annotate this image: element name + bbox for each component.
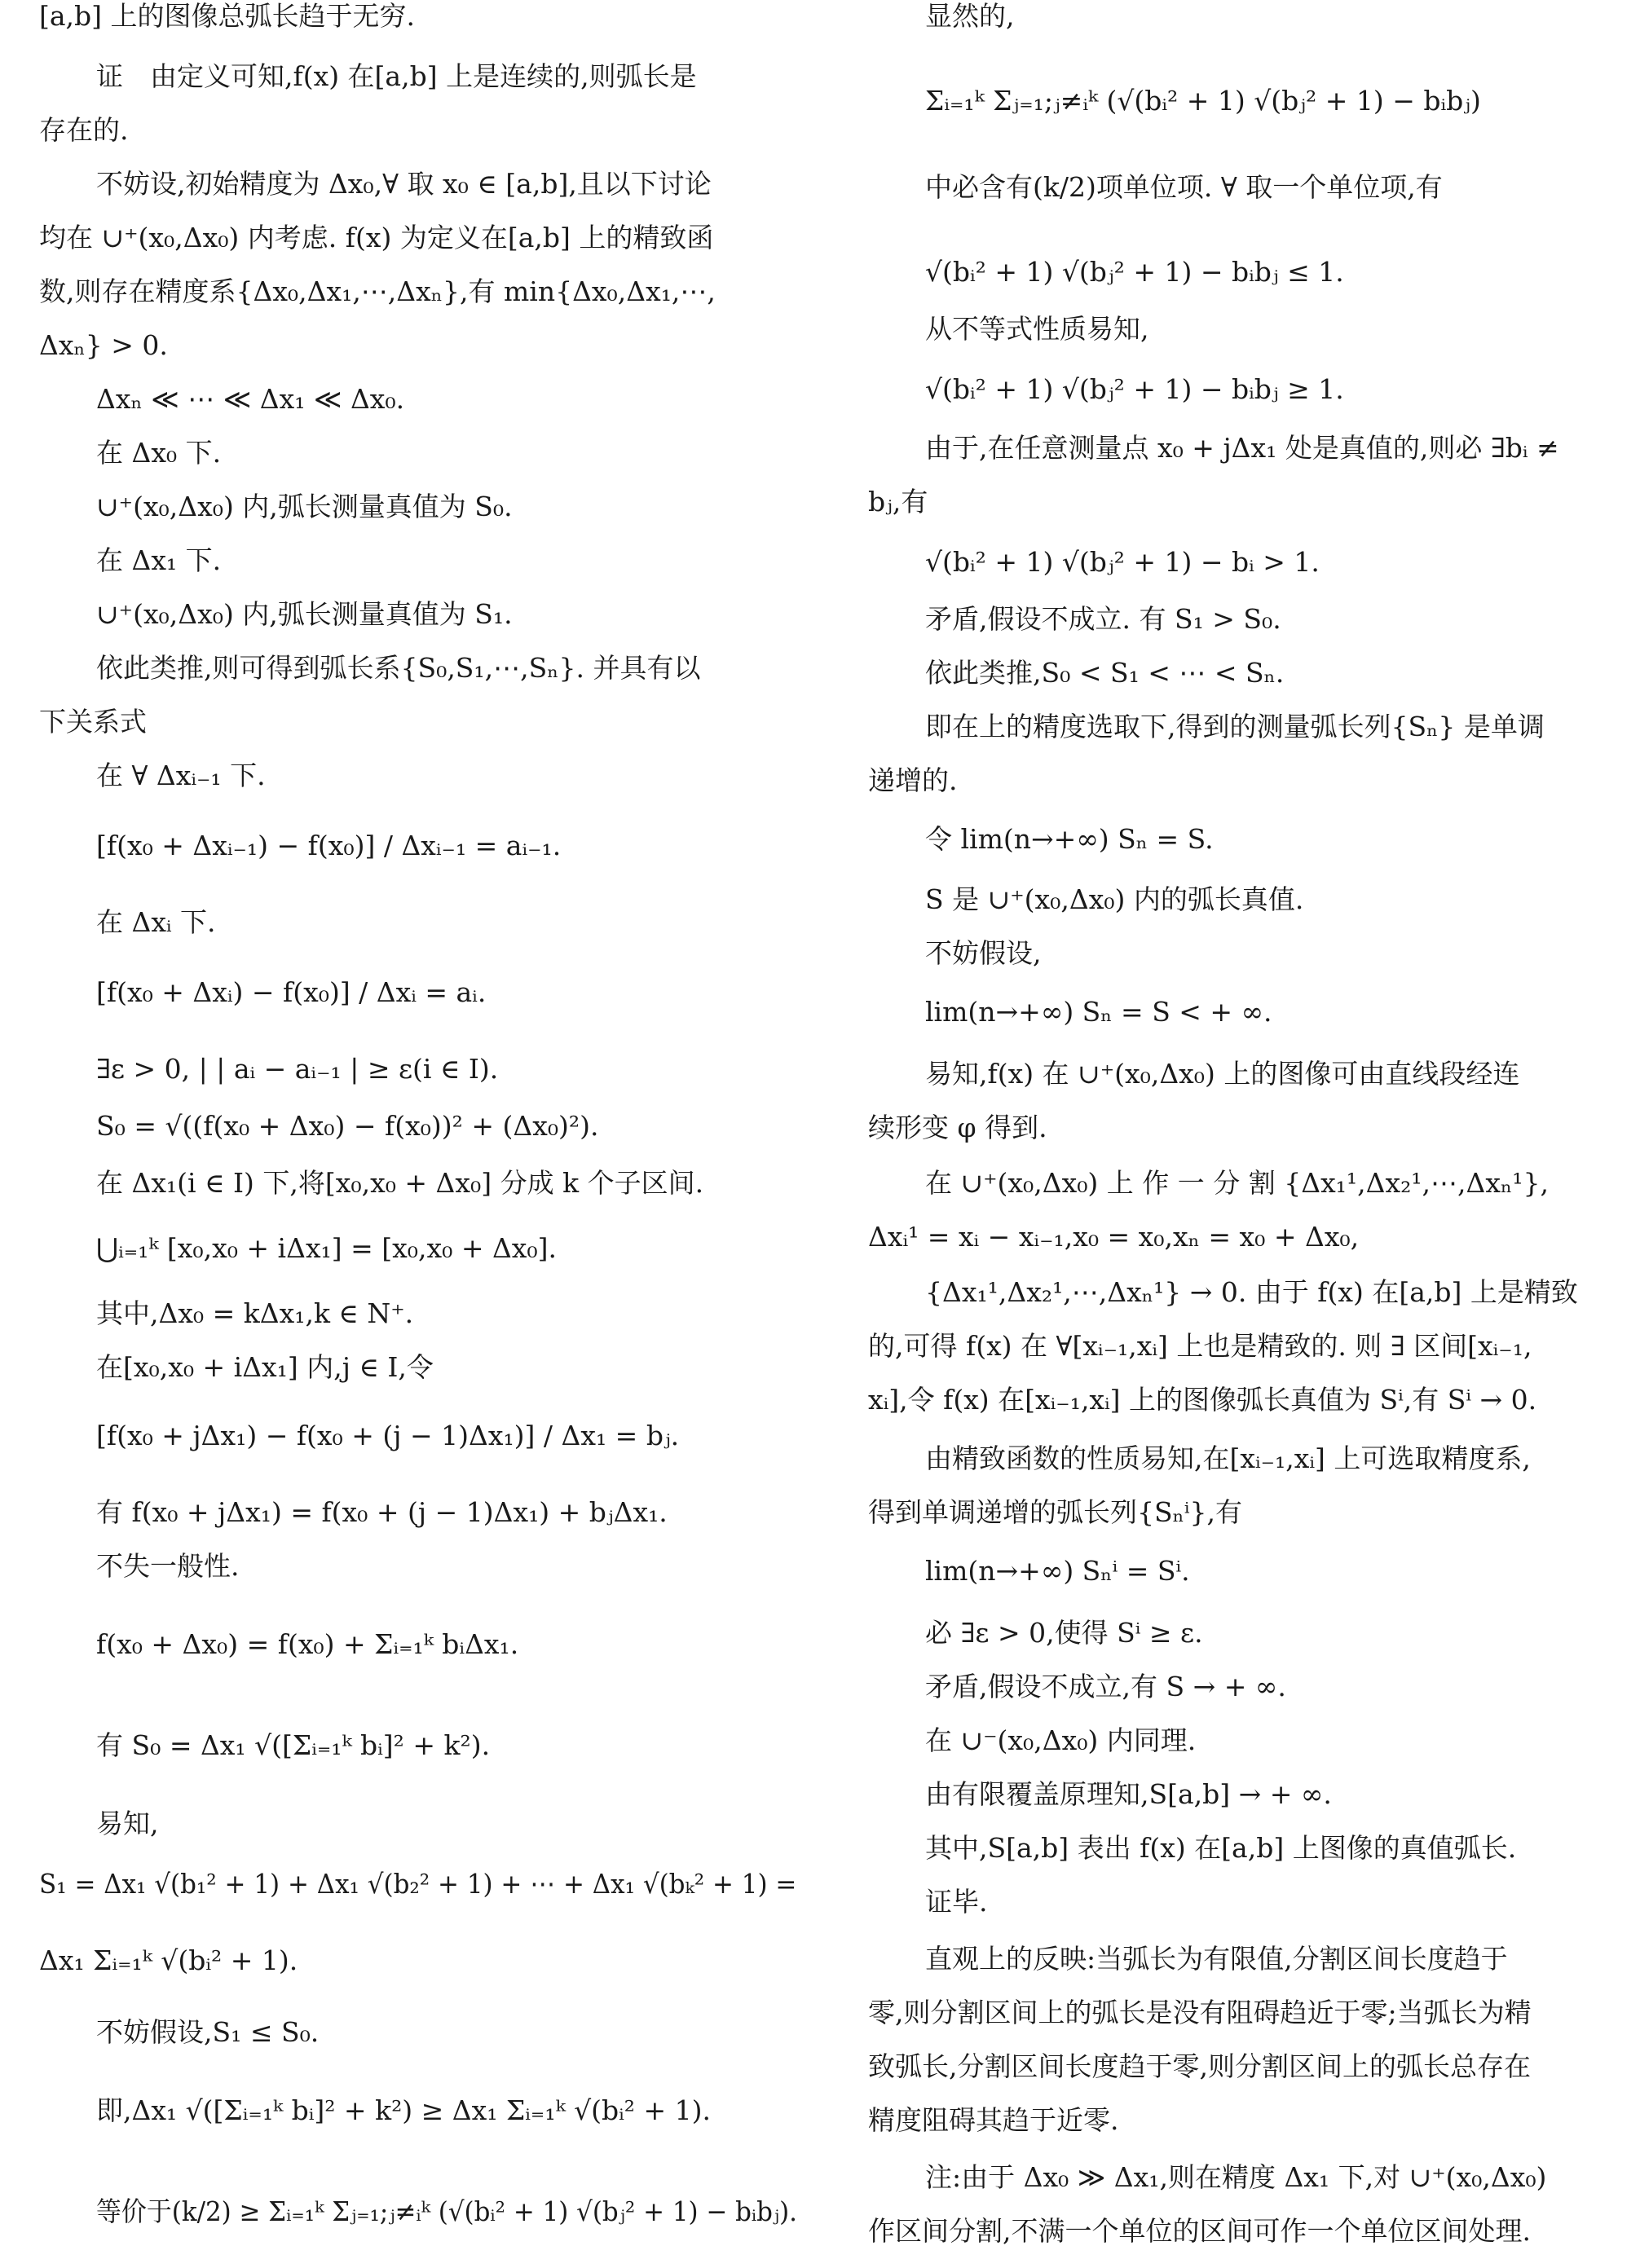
text-line: 不妨假设,S₁ ≤ S₀. bbox=[96, 2016, 320, 2048]
text-line: 不妨假设, bbox=[925, 937, 1042, 969]
formula-line: 有 f(x₀ + jΔx₁) = f(x₀ + (j − 1)Δx₁) + bⱼΔx₁. bbox=[96, 1496, 668, 1528]
text-line: 存在的. bbox=[39, 114, 129, 146]
formula-line: Δx₁ Σᵢ₌₁ᵏ √(bᵢ² + 1). bbox=[39, 1944, 298, 1976]
formula-line: [f(x₀ + Δxᵢ₋₁) − f(x₀)] / Δxᵢ₋₁ = aᵢ₋₁. bbox=[96, 830, 562, 861]
text-line: 在 Δx₀ 下. bbox=[96, 437, 222, 469]
text-line: 精度阻碍其趋于近零. bbox=[868, 2104, 1119, 2136]
note-line: 注:由于 Δx₀ ≫ Δx₁,则在精度 Δx₁ 下,对 ∪⁺(x₀,Δx₀) bbox=[925, 2161, 1547, 2193]
formula-line: S₁ = Δx₁ √(b₁² + 1) + Δx₁ √(b₂² + 1) + ⋯ + Δx₁ √(bₖ² + 1) = bbox=[39, 1868, 797, 1900]
text-line: 直观上的反映:当弧长为有限值,分割区间长度趋于 bbox=[925, 1943, 1508, 1975]
text-line: 依此类推,则可得到弧长系{S₀,S₁,⋯,Sₙ}. 并具有以 bbox=[96, 652, 701, 684]
text-line: 其中,S[a,b] 表出 f(x) 在[a,b] 上图像的真值弧长. bbox=[925, 1832, 1517, 1864]
text-line: 均在 ∪⁺(x₀,Δx₀) 内考虑. f(x) 为定义在[a,b] 上的精致函 bbox=[39, 222, 714, 253]
text-line: 易知,f(x) 在 ∪⁺(x₀,Δx₀) 上的图像可由直线段经连 bbox=[925, 1058, 1520, 1090]
text-line: 在 Δxᵢ 下. bbox=[96, 906, 216, 938]
text-line: {Δx₁¹,Δx₂¹,⋯,Δxₙ¹} → 0. 由于 f(x) 在[a,b] 上是精致 bbox=[925, 1276, 1578, 1308]
text-line: 下关系式 bbox=[39, 706, 147, 738]
text-line: 其中,Δx₀ = kΔx₁,k ∈ N⁺. bbox=[96, 1297, 414, 1329]
formula-line: Δxᵢ¹ = xᵢ − xᵢ₋₁,x₀ = x₀,xₙ = x₀ + Δx₀, bbox=[868, 1221, 1360, 1253]
formula-line: S₀ = √((f(x₀ + Δx₀) − f(x₀))² + (Δx₀)²). bbox=[96, 1110, 599, 1142]
formula-line: Δxₙ ≪ ⋯ ≪ Δx₁ ≪ Δx₀. bbox=[96, 383, 405, 415]
text-line: 由有限覆盖原理知,S[a,b] → + ∞. bbox=[925, 1778, 1332, 1810]
text-line: 从不等式性质易知, bbox=[925, 313, 1149, 345]
text-line: 由于,在任意测量点 x₀ + jΔx₁ 处是真值的,则必 ∃bᵢ ≠ bbox=[925, 432, 1559, 464]
text-line: xᵢ],令 f(x) 在[xᵢ₋₁,xᵢ] 上的图像弧长真值为 Sⁱ,有 Sⁱ → 0. bbox=[868, 1384, 1537, 1416]
text-line: 零,则分割区间上的弧长是没有阻碍趋近于零;当弧长为精 bbox=[868, 1997, 1532, 2028]
formula-line: f(x₀ + Δx₀) = f(x₀) + Σᵢ₌₁ᵏ bᵢΔx₁. bbox=[96, 1628, 519, 1660]
formula-line: 有 S₀ = Δx₁ √([Σᵢ₌₁ᵏ bᵢ]² + k²). bbox=[96, 1729, 491, 1761]
text-line: 矛盾,假设不成立. 有 S₁ > S₀. bbox=[925, 603, 1281, 635]
formula-line: √(bᵢ² + 1) √(bⱼ² + 1) − bᵢbⱼ ≥ 1. bbox=[925, 373, 1344, 405]
text-line: 递增的. bbox=[868, 764, 958, 796]
text-line: 不妨设,初始精度为 Δx₀,∀ 取 x₀ ∈ [a,b],且以下讨论 bbox=[96, 168, 712, 200]
text-line: 续形变 φ 得到. bbox=[868, 1112, 1047, 1143]
text-line: Δxₙ} > 0. bbox=[39, 329, 168, 361]
text-line: 显然的, bbox=[925, 0, 1015, 32]
text-line: 由精致函数的性质易知,在[xᵢ₋₁,xᵢ] 上可选取精度系, bbox=[925, 1442, 1531, 1474]
formula-line: Σᵢ₌₁ᵏ Σⱼ₌₁;ⱼ≠ᵢᵏ (√(bᵢ² + 1) √(bⱼ² + 1) − bᵢbⱼ) bbox=[925, 85, 1481, 117]
text-line: 即在上的精度选取下,得到的测量弧长列{Sₙ} 是单调 bbox=[925, 711, 1545, 742]
formula-line: ⋃ᵢ₌₁ᵏ [x₀,x₀ + iΔx₁] = [x₀,x₀ + Δx₀]. bbox=[96, 1232, 557, 1264]
text-line: ∪⁺(x₀,Δx₀) 内,弧长测量真值为 S₁. bbox=[96, 598, 513, 630]
formula-line: √(bᵢ² + 1) √(bⱼ² + 1) − bᵢ > 1. bbox=[925, 546, 1320, 578]
text-line: 数,则存在精度系{Δx₀,Δx₁,⋯,Δxₙ},有 min{Δx₀,Δx₁,⋯, bbox=[39, 275, 716, 307]
formula-line: [f(x₀ + jΔx₁) − f(x₀ + (j − 1)Δx₁)] / Δx₁ = bⱼ. bbox=[96, 1420, 680, 1451]
text-line: 证毕. bbox=[925, 1886, 988, 1918]
text-line: 不失一般性. bbox=[96, 1550, 240, 1582]
text-line: S 是 ∪⁺(x₀,Δx₀) 内的弧长真值. bbox=[925, 883, 1304, 915]
text-line: 中必含有(k/2)项单位项. ∀ 取一个单位项,有 bbox=[925, 171, 1443, 203]
formula-line: 等价于(k/2) ≥ Σᵢ₌₁ᵏ Σⱼ₌₁;ⱼ≠ᵢᵏ (√(bᵢ² + 1) √(bⱼ² + 1) − bᵢbⱼ). bbox=[96, 2195, 797, 2227]
text-line: ∪⁺(x₀,Δx₀) 内,弧长测量真值为 S₀. bbox=[96, 491, 513, 522]
formula-line: lim(n→+∞) Sₙ = S < + ∞. bbox=[925, 996, 1272, 1028]
formula-line: lim(n→+∞) Sₙⁱ = Sⁱ. bbox=[925, 1555, 1190, 1587]
formula-line: 即,Δx₁ √([Σᵢ₌₁ᵏ bᵢ]² + k²) ≥ Δx₁ Σᵢ₌₁ᵏ √(bᵢ² + 1). bbox=[96, 2094, 711, 2126]
text-line: 得到单调递增的弧长列{Sₙⁱ},有 bbox=[868, 1496, 1243, 1528]
formula-line: √(bᵢ² + 1) √(bⱼ² + 1) − bᵢbⱼ ≤ 1. bbox=[925, 256, 1344, 288]
text-line: [a,b] 上的图像总弧长趋于无穷. bbox=[39, 0, 416, 32]
formula-line: ∃ε > 0, | | aᵢ − aᵢ₋₁ | ≥ ε(i ∈ I). bbox=[96, 1053, 499, 1085]
text-line: 在 ∪⁺(x₀,Δx₀) 上 作 一 分 割 {Δx₁¹,Δx₂¹,⋯,Δxₙ¹}, bbox=[925, 1167, 1549, 1199]
formula-line: 令 lim(n→+∞) Sₙ = S. bbox=[925, 823, 1214, 855]
note-line: 作区间分割,不满一个单位的区间可作一个单位区间处理. bbox=[868, 2215, 1531, 2247]
text-line: 致弧长,分割区间长度趋于零,则分割区间上的弧长总存在 bbox=[868, 2050, 1531, 2082]
text-line: 在 Δx₁ 下. bbox=[96, 544, 222, 576]
text-line: 在[x₀,x₀ + iΔx₁] 内,j ∈ I,令 bbox=[96, 1351, 434, 1383]
text-line: 在 ∀ Δxᵢ₋₁ 下. bbox=[96, 760, 266, 791]
formula-line: [f(x₀ + Δxᵢ) − f(x₀)] / Δxᵢ = aᵢ. bbox=[96, 976, 487, 1008]
text-line: 易知, bbox=[96, 1808, 159, 1839]
text-line: 依此类推,S₀ < S₁ < ⋯ < Sₙ. bbox=[925, 657, 1285, 689]
text-line: 在 ∪⁻(x₀,Δx₀) 内同理. bbox=[925, 1724, 1197, 1756]
text-line: 矛盾,假设不成立,有 S → + ∞. bbox=[925, 1671, 1286, 1702]
text-line: 的,可得 f(x) 在 ∀[xᵢ₋₁,xᵢ] 上也是精致的. 则 ∃ 区间[xᵢ₋₁, bbox=[868, 1330, 1532, 1362]
text-line: bⱼ,有 bbox=[868, 486, 928, 517]
text-line: 必 ∃ε > 0,使得 Sⁱ ≥ ε. bbox=[925, 1617, 1203, 1649]
text-line: 在 Δx₁(i ∈ I) 下,将[x₀,x₀ + Δx₀] 分成 k 个子区间. bbox=[96, 1167, 704, 1199]
proof-start: 证 由定义可知,f(x) 在[a,b] 上是连续的,则弧长是 bbox=[96, 60, 697, 92]
